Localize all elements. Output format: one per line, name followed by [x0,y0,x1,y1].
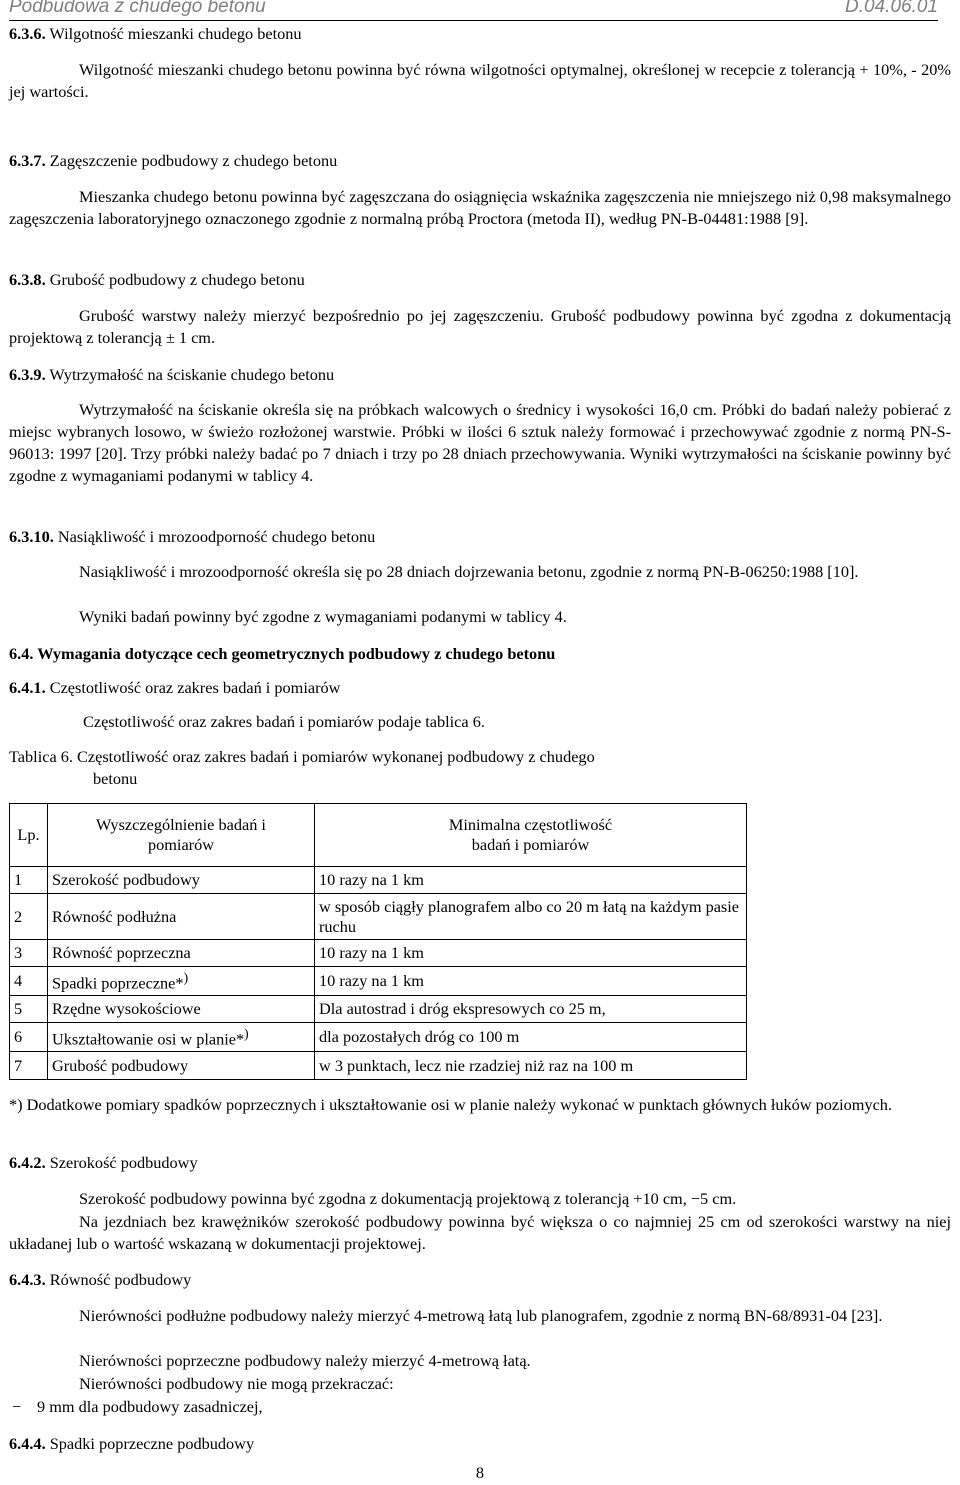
section-number: 6.4.1. [9,678,46,697]
section-title: Częstotliwość oraz zakres badań i pomiarów [49,678,341,697]
header-lp: Lp. [10,804,48,867]
section-number: 6.4. [9,644,34,663]
header-frequency [315,804,747,867]
paragraph-641: Częstotliwość oraz zakres badań i pomiarów podaje tablica 6. [83,712,485,731]
section-title: Zagęszczenie podbudowy z chudego betonu [49,151,338,170]
cell-frequency: 10 razy na 1 km [315,940,747,967]
dash-bullet: − [12,1397,22,1416]
table-row [10,1023,747,1052]
paragraph-639: Wytrzymałość na ściskanie określa się na próbkach walcowych o średnicy i wysokości 16,0 cm. Próbki do badań należy pobierać z miejsc wybranych losowo, w świeżo rozłożonej warstwie. Próbki w ilości 6 sztuk należy formować i przechowywać zgodnie z normą PN-S-96013: 1997 [20]. Trzy próbki należy badać po 7 dniach i trzy po 28 dniach przechowywania. Wyniki wytrzymałości na ściskanie powinny być zgodne z wymaganiami podanymi w tablicy 4. [9,400,951,485]
cell-item-text: Spadki poprzeczne* [52,973,184,993]
section-number: 6.4.2. [9,1153,46,1172]
cell-item: Grubość podbudowy [48,1052,315,1080]
table-caption-line2: betonu [93,769,138,788]
paragraph-642-a: Szerokość podbudowy powinna być zgodna z dokumentacją projektową z tolerancją +10 cm, −5 cm. [79,1189,737,1208]
table-row [10,894,747,940]
running-header-title: Podbudowa z chudego betonu [9,0,266,17]
cell-lp: 3 [10,940,48,967]
cell-item: Równość poprzeczna [48,940,315,967]
header-item-line2: pomiarów [147,835,214,854]
section-title: Nasiąkliwość i mrozoodporność chudego betonu [57,527,376,546]
cell-item [48,967,315,996]
table-row [10,967,747,996]
cell-item-text: Ukształtowanie osi w planie* [52,1029,245,1049]
table-row [10,1052,747,1080]
footnote-marker: ) [183,970,189,986]
table-header-row [10,804,747,867]
running-header-code: D.04.06.01 [845,0,938,17]
section-title: Szerokość podbudowy [49,1153,198,1172]
list-item-text: 9 mm dla podbudowy zasadniczej, [37,1397,263,1416]
cell-frequency: dla pozostałych dróg co 100 m [315,1023,747,1052]
cell-lp: 2 [10,894,48,940]
footnote-marker: ) [244,1026,249,1042]
table-row [10,940,747,967]
cell-frequency: 10 razy na 1 km [315,867,747,894]
section-heading-64 [9,643,951,665]
section-number: 6.3.7. [9,151,46,170]
section-number: 6.4.3. [9,1270,46,1289]
paragraph-643-c: Nierówności podbudowy nie mogą przekraczać: [79,1374,394,1393]
section-title: Wymagania dotyczące cech geometrycznych podbudowy z chudego betonu [37,644,556,663]
header-frequency-line1: Minimalna częstotliwość [448,815,613,834]
section-title: Wytrzymałość na ściskanie chudego betonu [49,365,335,384]
section-heading-642 [9,1152,951,1174]
cell-lp: 4 [10,967,48,996]
paragraph-642-b: Na jezdniach bez krawężników szerokość podbudowy powinna być większa o co najmniej 25 cm od szerokości warstwy na niej układanej lub o wartość wskazaną w dokumentacji projektowej. [9,1212,951,1253]
paragraph-6310-b: Wyniki badań powinny być zgodne z wymaganiami podanymi w tablicy 4. [79,607,567,626]
header-item-line1: Wyszczególnienie badań i [96,815,266,834]
section-number: 6.3.10. [9,527,54,546]
table-caption [9,746,951,790]
section-heading-6310 [9,526,951,548]
cell-lp: 7 [10,1052,48,1080]
cell-item [48,1023,315,1052]
section-heading-638 [9,269,951,291]
paragraph-638: Grubość warstwy należy mierzyć bezpośrednio po jej zagęszczeniu. Grubość podbudowy powinna być zgodna z dokumentacją projektową z tolerancją ± 1 cm. [9,306,951,347]
header-frequency-line2: badań i pomiarów [471,835,590,854]
section-heading-637 [9,150,951,172]
section-heading-643 [9,1269,951,1291]
section-heading-636 [9,23,951,45]
section-title: Grubość podbudowy z chudego betonu [49,270,305,289]
page-number: 8 [475,1463,485,1482]
paragraph-636: Wilgotność mieszanki chudego betonu powinna być równa wilgotności optymalnej, określonej w recepcie z tolerancją + 10%, - 20% jej wartości. [9,60,951,101]
cell-frequency: w sposób ciągły planografem albo co 20 m łatą na każdym pasie ruchu [315,894,747,940]
cell-item: Rzędne wysokościowe [48,996,315,1023]
section-number: 6.3.9. [9,365,46,384]
section-number: 6.3.8. [9,270,46,289]
paragraph-637: Mieszanka chudego betonu powinna być zagęszczana do osiągnięcia wskaźnika zagęszczenia nie mniejszego niż 0,98 maksymalnego zagęszczenia laboratoryjnego oznaczonego zgodnie z normalną próbą Proctora (metoda II), według PN-B-04481:1988 [9]. [9,187,951,228]
section-heading-641 [9,677,951,699]
paragraph-643-b: Nierówności poprzeczne podbudowy należy mierzyć 4-metrową łatą. [79,1351,531,1370]
paragraph-643-a: Nierówności podłużne podbudowy należy mierzyć 4-metrową łatą lub planografem, zgodnie z normą BN-68/8931-04 [23]. [79,1306,883,1325]
section-title: Wilgotność mieszanki chudego betonu [49,24,302,43]
table-footnote: *) Dodatkowe pomiary spadków poprzecznych i ukształtowanie osi w planie należy wykonać w punktach głównych łuków poziomych. [9,1095,893,1114]
section-heading-639 [9,364,951,386]
table-caption-line1: Tablica 6. Częstotliwość oraz zakres badań i pomiarów wykonanej podbudowy z chudego [9,747,595,766]
cell-lp: 6 [10,1023,48,1052]
cell-frequency: 10 razy na 1 km [315,967,747,996]
paragraph-6310-a: Nasiąkliwość i mrozoodporność określa się po 28 dniach dojrzewania betonu, zgodnie z normą PN-B-06250:1988 [10]. [79,562,859,581]
table-row [10,996,747,1023]
cell-item: Równość podłużna [48,894,315,940]
header-item [48,804,315,867]
cell-lp: 5 [10,996,48,1023]
cell-item: Szerokość podbudowy [48,867,315,894]
cell-lp: 1 [10,867,48,894]
list-item [9,1396,960,1418]
section-title: Spadki poprzeczne podbudowy [49,1434,255,1453]
requirements-table [9,803,747,1080]
section-heading-644 [9,1433,951,1455]
table-row [10,867,747,894]
section-title: Równość podbudowy [49,1270,192,1289]
cell-frequency: Dla autostrad i dróg ekspresowych co 25 m, [315,996,747,1023]
section-number: 6.4.4. [9,1434,46,1453]
cell-frequency: w 3 punktach, lecz nie rzadziej niż raz na 100 m [315,1052,747,1080]
section-number: 6.3.6. [9,24,46,43]
header-rule [9,20,938,21]
